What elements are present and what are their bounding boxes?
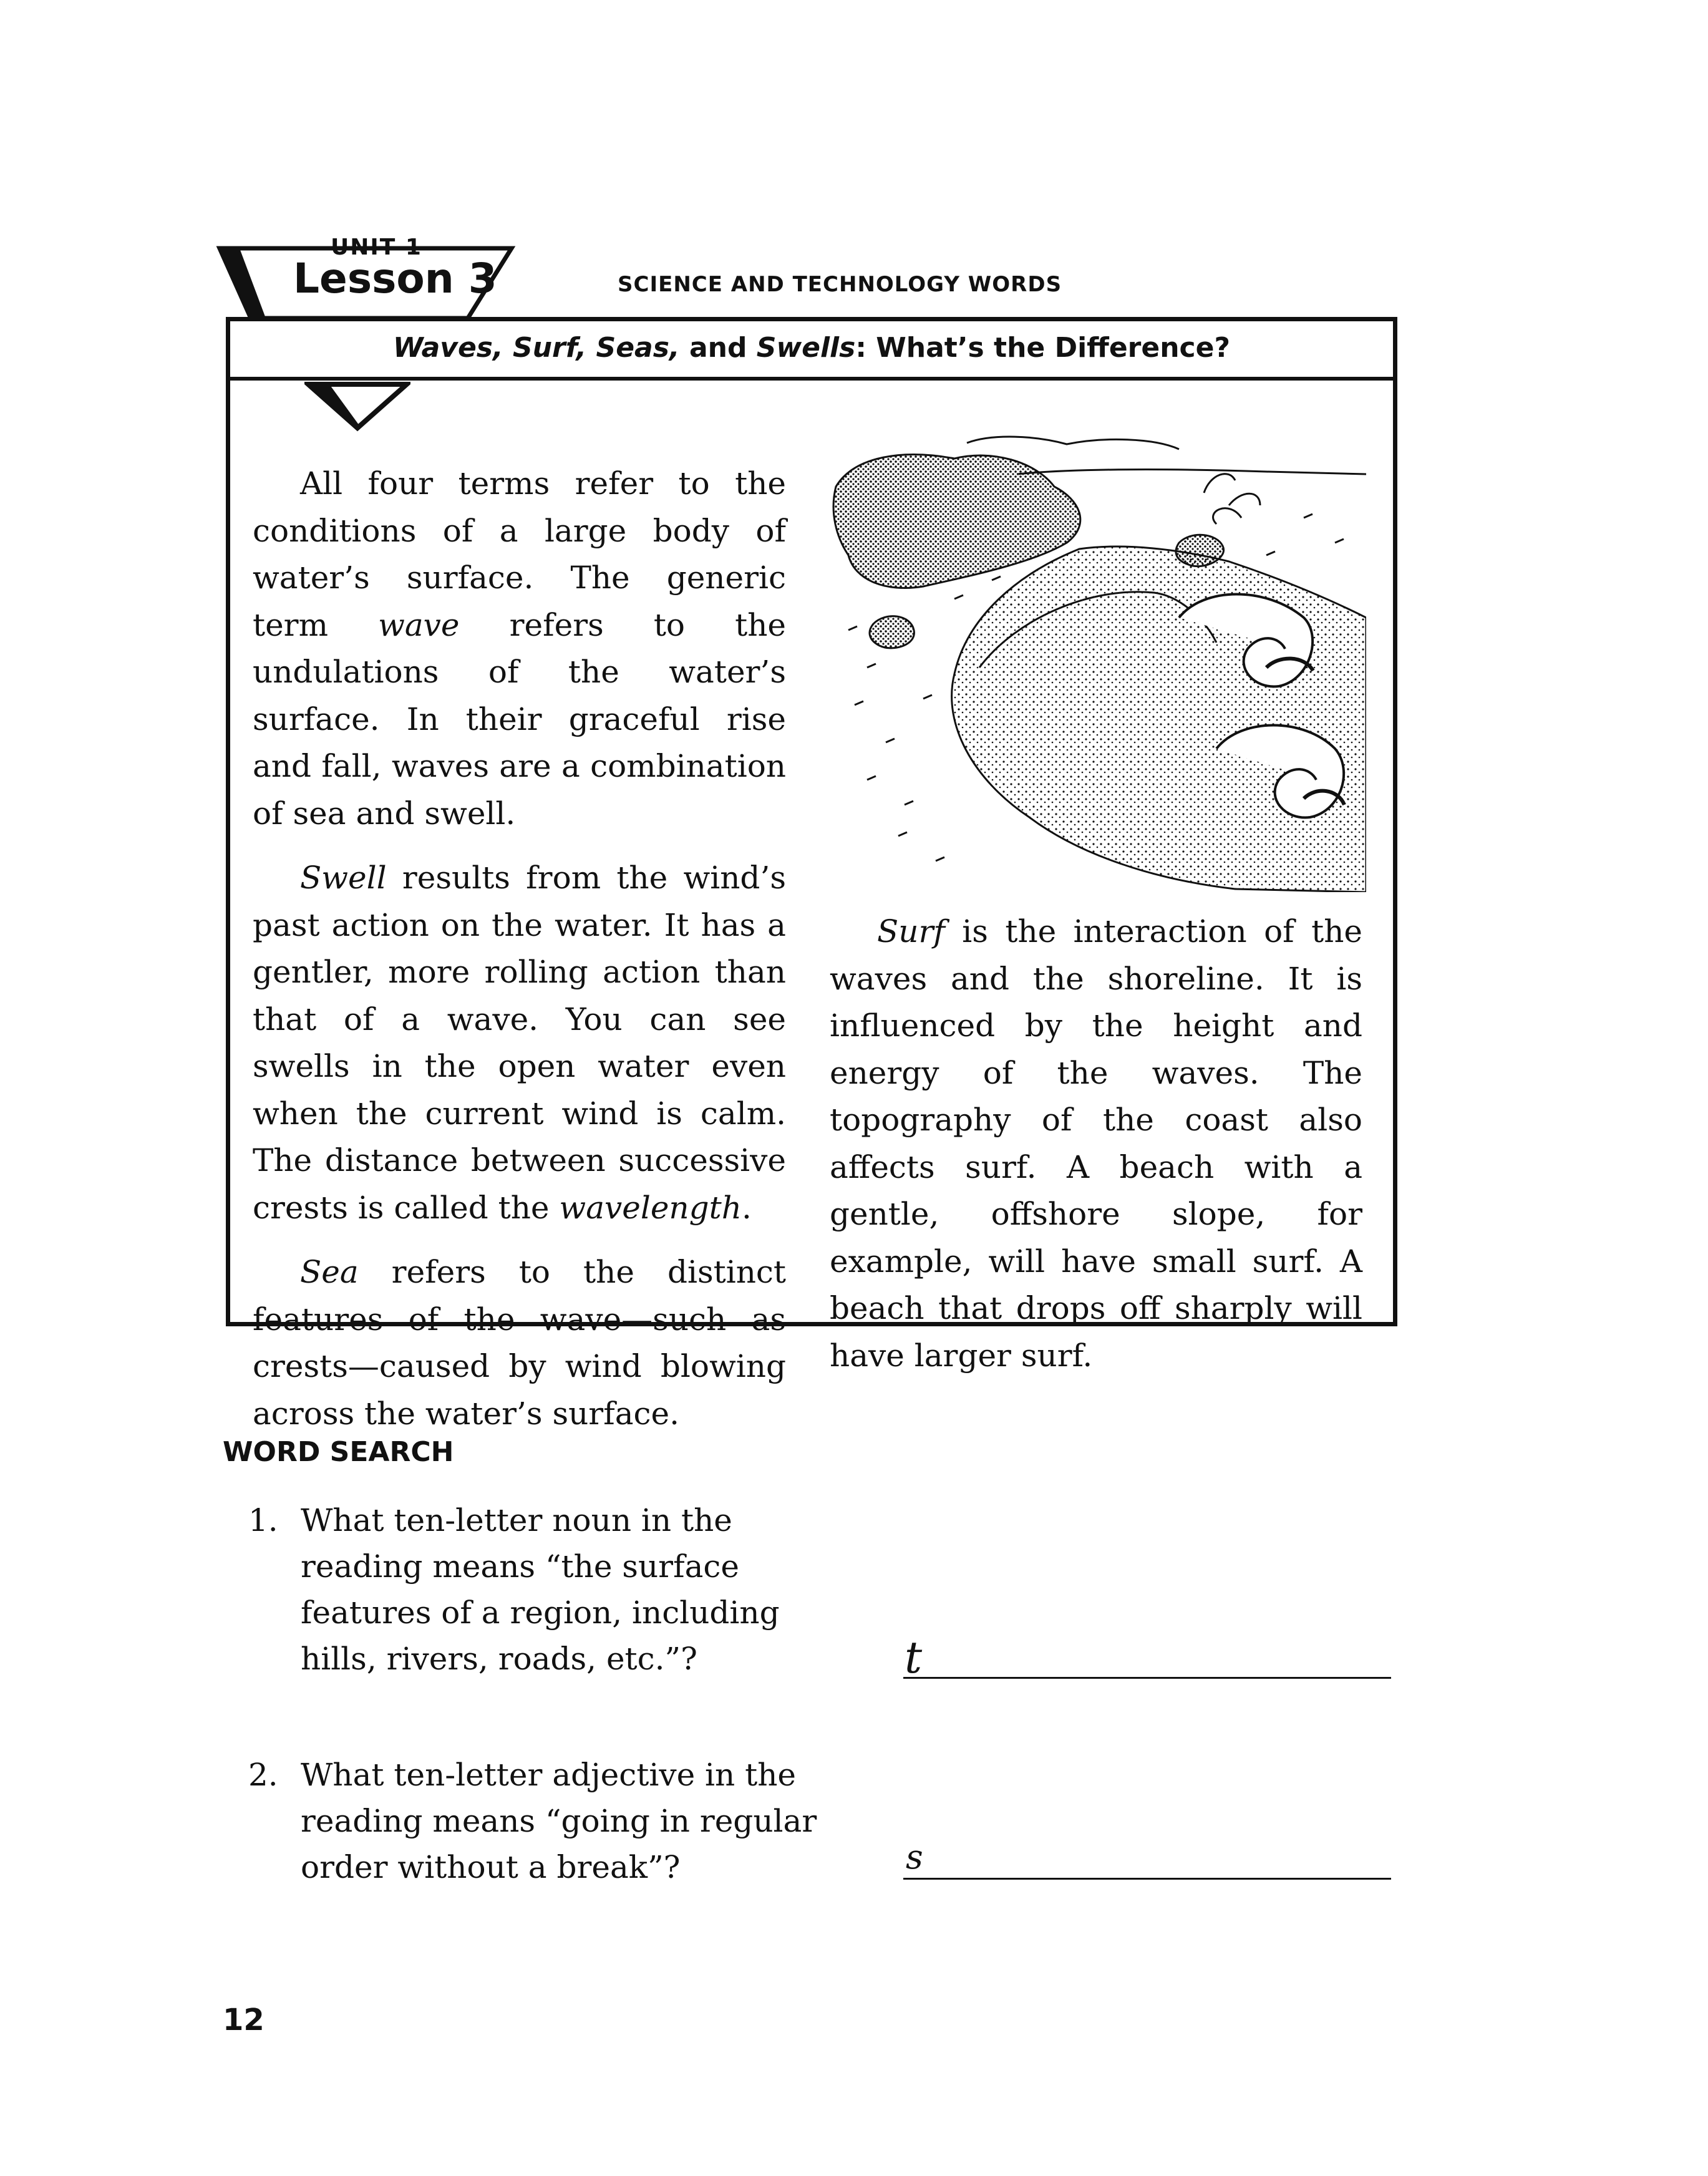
answer-2-line[interactable] <box>903 1878 1391 1880</box>
title-terms: Waves, Surf, Seas, <box>393 332 680 364</box>
title-swells: Swells <box>756 332 856 364</box>
question-1-number: 1. <box>248 1502 278 1538</box>
article-left-column <box>253 460 786 1437</box>
article-right-column <box>830 908 1362 1379</box>
paragraph-waves: All four terms refer to the conditions of a large body of water’s surface. The generic term wave refers to the undulations of the water’s surface. In their graceful rise and fall, waves are a combination of sea and swell. <box>253 465 786 832</box>
word-search-heading: WORD SEARCH <box>223 1436 454 1468</box>
question-1-text: What ten-letter noun in the reading means “the surface features of a region, including hills, rivers, roads, etc.”? <box>301 1502 780 1677</box>
lesson-label: Lesson 3 <box>293 255 497 303</box>
question-2-number: 2. <box>248 1757 278 1793</box>
page-number: 12 <box>223 2003 264 2038</box>
title-question: : What’s the Difference? <box>855 332 1230 364</box>
answer-1-start-letter: t <box>905 1632 923 1683</box>
paragraph-swell: Swell results from the wind’s past action on the water. It has a gentler, more rolling action than that of a wave. You can see swells in the open water even when the current wind is calm. The distance between successive crests is called the wavelength. <box>253 860 786 1226</box>
coastline-illustration <box>830 430 1366 892</box>
article-title <box>226 332 1397 364</box>
answer-1-line[interactable] <box>903 1677 1391 1679</box>
unit-label: UNIT 1 <box>331 235 422 260</box>
section-label: SCIENCE AND TECHNOLOGY WORDS <box>618 272 1062 297</box>
answer-2-start-letter: s <box>906 1837 923 1877</box>
title-and: and <box>679 332 757 364</box>
question-2-text: What ten-letter adjective in the reading means “going in regular order without a break”? <box>301 1757 817 1885</box>
paragraph-sea: Sea refers to the distinct features of the wave—such as crests—caused by wind blowing across the water’s surface. <box>253 1254 786 1432</box>
paragraph-surf: Surf is the interaction of the waves and the shoreline. It is influenced by the height and energy of the waves. The topography of the coast also affects surf. A beach with a gentle, offshore slope, for example, will have small surf. A beach that drops off sharply will have larger surf. <box>830 913 1362 1374</box>
